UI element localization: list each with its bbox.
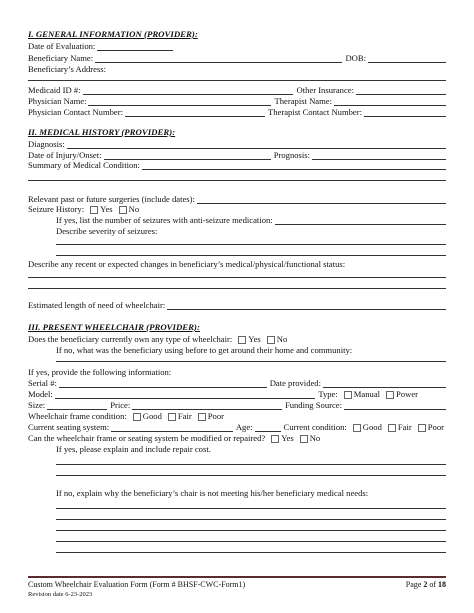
seating-system-label: Current seating system: bbox=[28, 422, 110, 432]
diagnosis-label: Diagnosis: bbox=[28, 139, 65, 149]
price-label: Price: bbox=[110, 400, 131, 410]
seating-poor-label: Poor bbox=[427, 422, 444, 432]
if-no-using-label: If no, what was the beneficiary using before to get around their home and community: bbox=[56, 345, 353, 355]
beneficiary-name-field[interactable] bbox=[95, 54, 342, 63]
not-meeting-needs-field-line-3[interactable] bbox=[56, 530, 446, 531]
beneficiary-address-field[interactable] bbox=[28, 80, 446, 81]
length-of-need-label: Estimated length of need of wheelchair: bbox=[28, 300, 166, 310]
footer-revision-date: Revision date 6-23-2023 bbox=[28, 591, 93, 598]
price-field[interactable] bbox=[132, 401, 282, 410]
physician-name-label: Physician Name: bbox=[28, 96, 87, 106]
frame-fair-checkbox[interactable] bbox=[168, 413, 176, 421]
seating-fair-checkbox[interactable] bbox=[388, 424, 396, 432]
beneficiary-name-row bbox=[28, 52, 446, 63]
modify-no-checkbox[interactable] bbox=[300, 435, 308, 443]
physician-contact-label: Physician Contact Number: bbox=[28, 107, 123, 117]
not-meeting-needs-label: If no, explain why the beneficiary’s chair is not meeting his/her beneficiary medical needs: bbox=[56, 488, 369, 498]
if-yes-info-label: If yes, provide the following information: bbox=[28, 367, 172, 377]
not-meeting-needs-field-line-2[interactable] bbox=[56, 519, 446, 520]
footer-form-name: Custom Wheelchair Evaluation Form (Form # BHSF-CWC-Form1) bbox=[28, 580, 246, 589]
frame-good-label: Good bbox=[142, 411, 162, 421]
seizure-count-label: If yes, list the number of seizures with anti-seizure medication: bbox=[56, 215, 273, 225]
changes-field-line-1[interactable] bbox=[28, 277, 446, 278]
seizure-count-row bbox=[56, 214, 446, 225]
not-meeting-needs-row bbox=[56, 487, 446, 498]
size-label: Size: bbox=[28, 400, 46, 410]
own-yes-label: Yes bbox=[248, 334, 261, 344]
medicaid-id-row bbox=[28, 84, 446, 95]
size-field[interactable] bbox=[47, 401, 107, 410]
funding-source-label: Funding Source: bbox=[284, 400, 342, 410]
repair-cost-row bbox=[56, 443, 446, 454]
seizure-history-row bbox=[28, 203, 446, 214]
serial-field[interactable] bbox=[59, 379, 267, 388]
repair-cost-field-line-1[interactable] bbox=[56, 464, 446, 465]
frame-condition-row bbox=[28, 410, 446, 421]
age-label: Age: bbox=[235, 422, 253, 432]
own-yes-checkbox[interactable] bbox=[238, 336, 246, 344]
serial-label: Serial #: bbox=[28, 378, 57, 388]
if-no-using-field[interactable] bbox=[56, 361, 446, 362]
seating-system-row bbox=[28, 421, 446, 432]
length-of-need-field[interactable] bbox=[167, 301, 446, 310]
physician-name-row bbox=[28, 95, 446, 106]
model-field[interactable] bbox=[55, 390, 315, 399]
summary-row bbox=[28, 159, 446, 170]
changes-label: Describe any recent or expected changes in beneficiary’s medical/physical/functional status: bbox=[28, 259, 346, 269]
summary-label: Summary of Medical Condition: bbox=[28, 160, 140, 170]
therapist-name-label: Therapist Name: bbox=[274, 96, 332, 106]
own-wheelchair-label: Does the beneficiary currently own any type of wheelchair: bbox=[28, 334, 233, 344]
model-label: Model: bbox=[28, 389, 53, 399]
section-medical-history-heading: II. MEDICAL HISTORY (PROVIDER): bbox=[28, 127, 176, 137]
dob-label: DOB: bbox=[345, 53, 366, 63]
summary-field[interactable] bbox=[142, 161, 446, 170]
power-checkbox[interactable] bbox=[386, 391, 394, 399]
date-provided-label: Date provided: bbox=[269, 378, 321, 388]
not-meeting-needs-field-line-4[interactable] bbox=[56, 541, 446, 542]
not-meeting-needs-field-line-5[interactable] bbox=[56, 552, 446, 553]
seizure-no-label: No bbox=[128, 204, 140, 214]
frame-poor-checkbox[interactable] bbox=[198, 413, 206, 421]
physician-contact-field[interactable] bbox=[125, 108, 265, 117]
modify-repair-row bbox=[28, 432, 446, 443]
beneficiary-address-row bbox=[28, 63, 446, 74]
not-meeting-needs-field-line-1[interactable] bbox=[56, 508, 446, 509]
serial-row bbox=[28, 377, 446, 388]
modify-no-label: No bbox=[309, 433, 321, 443]
if-yes-info-row bbox=[28, 366, 446, 377]
changes-row bbox=[28, 258, 446, 269]
type-label: Type: bbox=[318, 389, 338, 399]
section-present-wheelchair-heading: III. PRESENT WHEELCHAIR (PROVIDER): bbox=[28, 322, 200, 332]
seating-good-label: Good bbox=[362, 422, 382, 432]
seizure-history-label: Seizure History: bbox=[28, 204, 85, 214]
seizure-severity-label: Describe severity of seizures: bbox=[56, 226, 158, 236]
date-of-evaluation-field[interactable] bbox=[97, 42, 173, 51]
therapist-contact-field[interactable] bbox=[364, 108, 446, 117]
age-field[interactable] bbox=[255, 423, 281, 432]
seizure-yes-label: Yes bbox=[100, 204, 113, 214]
page-word: Page bbox=[405, 580, 422, 589]
page-of: of bbox=[429, 580, 436, 589]
if-no-using-row bbox=[56, 344, 446, 355]
frame-condition-label: Wheelchair frame condition: bbox=[28, 411, 127, 421]
diagnosis-field[interactable] bbox=[67, 140, 446, 149]
seating-poor-checkbox[interactable] bbox=[418, 424, 426, 432]
beneficiary-name-label: Beneficiary Name: bbox=[28, 53, 94, 63]
summary-field-line-2[interactable] bbox=[28, 180, 446, 181]
other-insurance-label: Other Insurance: bbox=[296, 85, 354, 95]
date-provided-field[interactable] bbox=[323, 379, 446, 388]
date-of-injury-label: Date of Injury/Onset: bbox=[28, 150, 102, 160]
therapist-contact-label: Therapist Contact Number: bbox=[267, 107, 362, 117]
frame-fair-label: Fair bbox=[177, 411, 192, 421]
own-no-checkbox[interactable] bbox=[267, 336, 275, 344]
page-total: 18 bbox=[438, 580, 446, 589]
diagnosis-row bbox=[28, 138, 446, 149]
funding-source-field[interactable] bbox=[344, 401, 446, 410]
dob-field[interactable] bbox=[368, 54, 446, 63]
model-row bbox=[28, 388, 446, 399]
seating-system-field[interactable] bbox=[111, 423, 233, 432]
seizure-severity-field-line-1[interactable] bbox=[56, 244, 446, 245]
own-no-label: No bbox=[276, 334, 288, 344]
seating-good-checkbox[interactable] bbox=[353, 424, 361, 432]
length-of-need-row bbox=[28, 299, 446, 310]
page-current: 2 bbox=[423, 580, 428, 589]
medicaid-id-field[interactable] bbox=[83, 86, 294, 95]
frame-poor-label: Poor bbox=[207, 411, 224, 421]
modify-repair-label: Can the wheelchair frame or seating system be modified or repaired? bbox=[28, 433, 266, 443]
physician-name-field[interactable] bbox=[88, 97, 271, 106]
date-of-evaluation-row bbox=[28, 40, 446, 51]
seizure-no-checkbox[interactable] bbox=[119, 206, 127, 214]
date-of-evaluation-label: Date of Evaluation: bbox=[28, 41, 96, 51]
prognosis-label: Prognosis: bbox=[273, 150, 310, 160]
footer-page-number bbox=[406, 580, 446, 589]
seizure-severity-field-line-2[interactable] bbox=[56, 255, 446, 256]
changes-field-line-2[interactable] bbox=[28, 288, 446, 289]
manual-label: Manual bbox=[353, 389, 381, 399]
power-label: Power bbox=[396, 389, 418, 399]
footer-rule bbox=[28, 576, 446, 578]
frame-good-checkbox[interactable] bbox=[133, 413, 141, 421]
surgeries-label: Relevant past or future surgeries (include dates): bbox=[28, 194, 195, 204]
seizure-severity-row bbox=[56, 225, 446, 236]
beneficiary-address-label: Beneficiary’s Address: bbox=[28, 64, 107, 74]
seizure-yes-checkbox[interactable] bbox=[90, 206, 98, 214]
own-wheelchair-row bbox=[28, 333, 446, 344]
manual-checkbox[interactable] bbox=[344, 391, 352, 399]
other-insurance-field[interactable] bbox=[356, 86, 446, 95]
medicaid-id-label: Medicaid ID #: bbox=[28, 85, 81, 95]
therapist-name-field[interactable] bbox=[334, 97, 446, 106]
seating-fair-label: Fair bbox=[397, 422, 412, 432]
contact-number-row bbox=[28, 106, 446, 117]
repair-cost-label: If yes, please explain and include repair cost. bbox=[56, 444, 211, 454]
section-general-information-heading: I. GENERAL INFORMATION (PROVIDER): bbox=[28, 29, 198, 39]
modify-yes-checkbox[interactable] bbox=[271, 435, 279, 443]
seizure-count-field[interactable] bbox=[275, 216, 446, 225]
modify-yes-label: Yes bbox=[281, 433, 294, 443]
repair-cost-field-line-2[interactable] bbox=[56, 475, 446, 476]
size-price-row bbox=[28, 399, 446, 410]
current-condition-label: Current condition: bbox=[283, 422, 347, 432]
